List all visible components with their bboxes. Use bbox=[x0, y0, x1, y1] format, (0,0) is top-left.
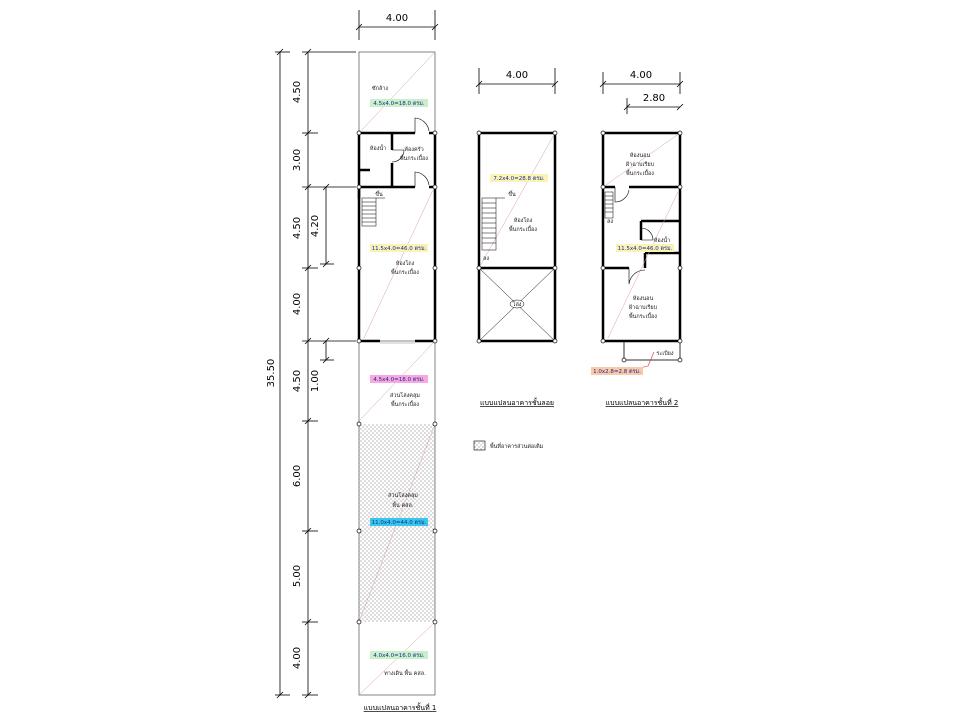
room-label: ส่วนโล่งคลุม bbox=[390, 393, 420, 399]
room-label: พื้นกระเบื้อง bbox=[509, 227, 537, 233]
dimension-lines bbox=[275, 10, 683, 698]
room-label: ฝ้าฉาบเรียบ bbox=[625, 162, 655, 168]
dim-plan2-width: 4.00 bbox=[629, 70, 653, 81]
area-label: 11.5x4.0=46.0 ตรม. bbox=[617, 246, 673, 252]
room-label: พื้น คสล. bbox=[392, 503, 414, 509]
room-label: พื้นกระเบื้อง bbox=[629, 314, 657, 320]
room-label: ห้องครัว bbox=[404, 147, 424, 153]
dim-sub-100: 1.00 bbox=[310, 369, 321, 393]
stair-icon bbox=[605, 192, 613, 218]
room-label: ห้องน้ำ bbox=[653, 238, 671, 244]
room-label: ลง bbox=[606, 219, 614, 225]
legend-swatch bbox=[474, 441, 485, 450]
plan2-second-floor bbox=[591, 131, 682, 407]
room-label: พื้นกระเบื้อง bbox=[391, 402, 419, 408]
plan-mezzanine bbox=[477, 131, 557, 407]
area-label: 4.5x4.0=18.0 ตรม. bbox=[373, 101, 425, 107]
plan1-ground-floor bbox=[357, 52, 437, 712]
dim-segment: 6.00 bbox=[292, 464, 303, 488]
room-label: ขึ้น bbox=[375, 192, 383, 198]
dim-plan1-width: 4.00 bbox=[385, 13, 409, 24]
dim-plan2-inner: 2.80 bbox=[642, 93, 666, 104]
dim-total-height: 35.50 bbox=[266, 358, 277, 388]
room-label: พื้นกระเบื้อง bbox=[391, 270, 419, 276]
dim-segment: 3.00 bbox=[292, 148, 303, 172]
dim-segment: 4.50 bbox=[292, 80, 303, 104]
legend-text: พื้นที่อาคารส่วนต่อเติม bbox=[490, 444, 544, 450]
room-label: ห้องโถง bbox=[513, 218, 533, 224]
area-label: 11.0x4.0=44.0 ตรม. bbox=[371, 520, 427, 526]
room-label: ทางเดิน พื้น คสล. bbox=[384, 671, 426, 677]
room-label: พื้นกระเบื้อง bbox=[400, 156, 428, 162]
room-label: ห้องน้ำ bbox=[369, 146, 387, 152]
room-label: ห้องนอน bbox=[629, 153, 651, 159]
room-label: ฝ้าฉาบเรียบ bbox=[628, 305, 658, 311]
area-label: 11.5x4.0=46.0 ตรม. bbox=[371, 246, 427, 252]
area-label: 1.0x2.8=2.8 ตรม. bbox=[593, 369, 641, 375]
dim-segment: 4.50 bbox=[292, 369, 303, 393]
dim-segment: 5.00 bbox=[292, 564, 303, 588]
legend bbox=[474, 441, 544, 450]
dim-sub-420: 4.20 bbox=[310, 214, 321, 238]
room-label: ห้องนอน bbox=[632, 296, 654, 302]
room-label: ระเบียง bbox=[656, 351, 674, 357]
plan1-title: แบบแปลนอาคารชั้นที่ 1 bbox=[363, 704, 437, 712]
dim-segment: 4.00 bbox=[292, 646, 303, 670]
dim-segment: 4.00 bbox=[292, 292, 303, 316]
area-label: 7.2x4.0=28.8 ตรม. bbox=[493, 176, 545, 182]
room-label: พื้นกระเบื้อง bbox=[626, 171, 654, 177]
area-label: 4.0x4.0=16.0 ตรม. bbox=[373, 653, 425, 659]
room-label: ส่วนโล่งคลุม bbox=[388, 493, 418, 499]
room-label: โล่ง bbox=[512, 302, 522, 308]
dim-mezz-width: 4.00 bbox=[505, 70, 529, 81]
dim-segment: 4.50 bbox=[292, 216, 303, 240]
room-label: ลง bbox=[482, 256, 490, 262]
room-label: ขึ้น bbox=[508, 192, 516, 198]
stair-icon bbox=[362, 198, 385, 226]
plan2-title: แบบแปลนอาคารชั้นที่ 2 bbox=[605, 399, 679, 407]
area-label: 4.5x4.0=18.0 ตรม. bbox=[373, 377, 425, 383]
mezz-title: แบบแปลนอาคารชั้นลอย bbox=[479, 399, 555, 407]
room-label: ซักล้าง bbox=[371, 86, 389, 92]
room-label: ห้องโถง bbox=[395, 261, 415, 267]
